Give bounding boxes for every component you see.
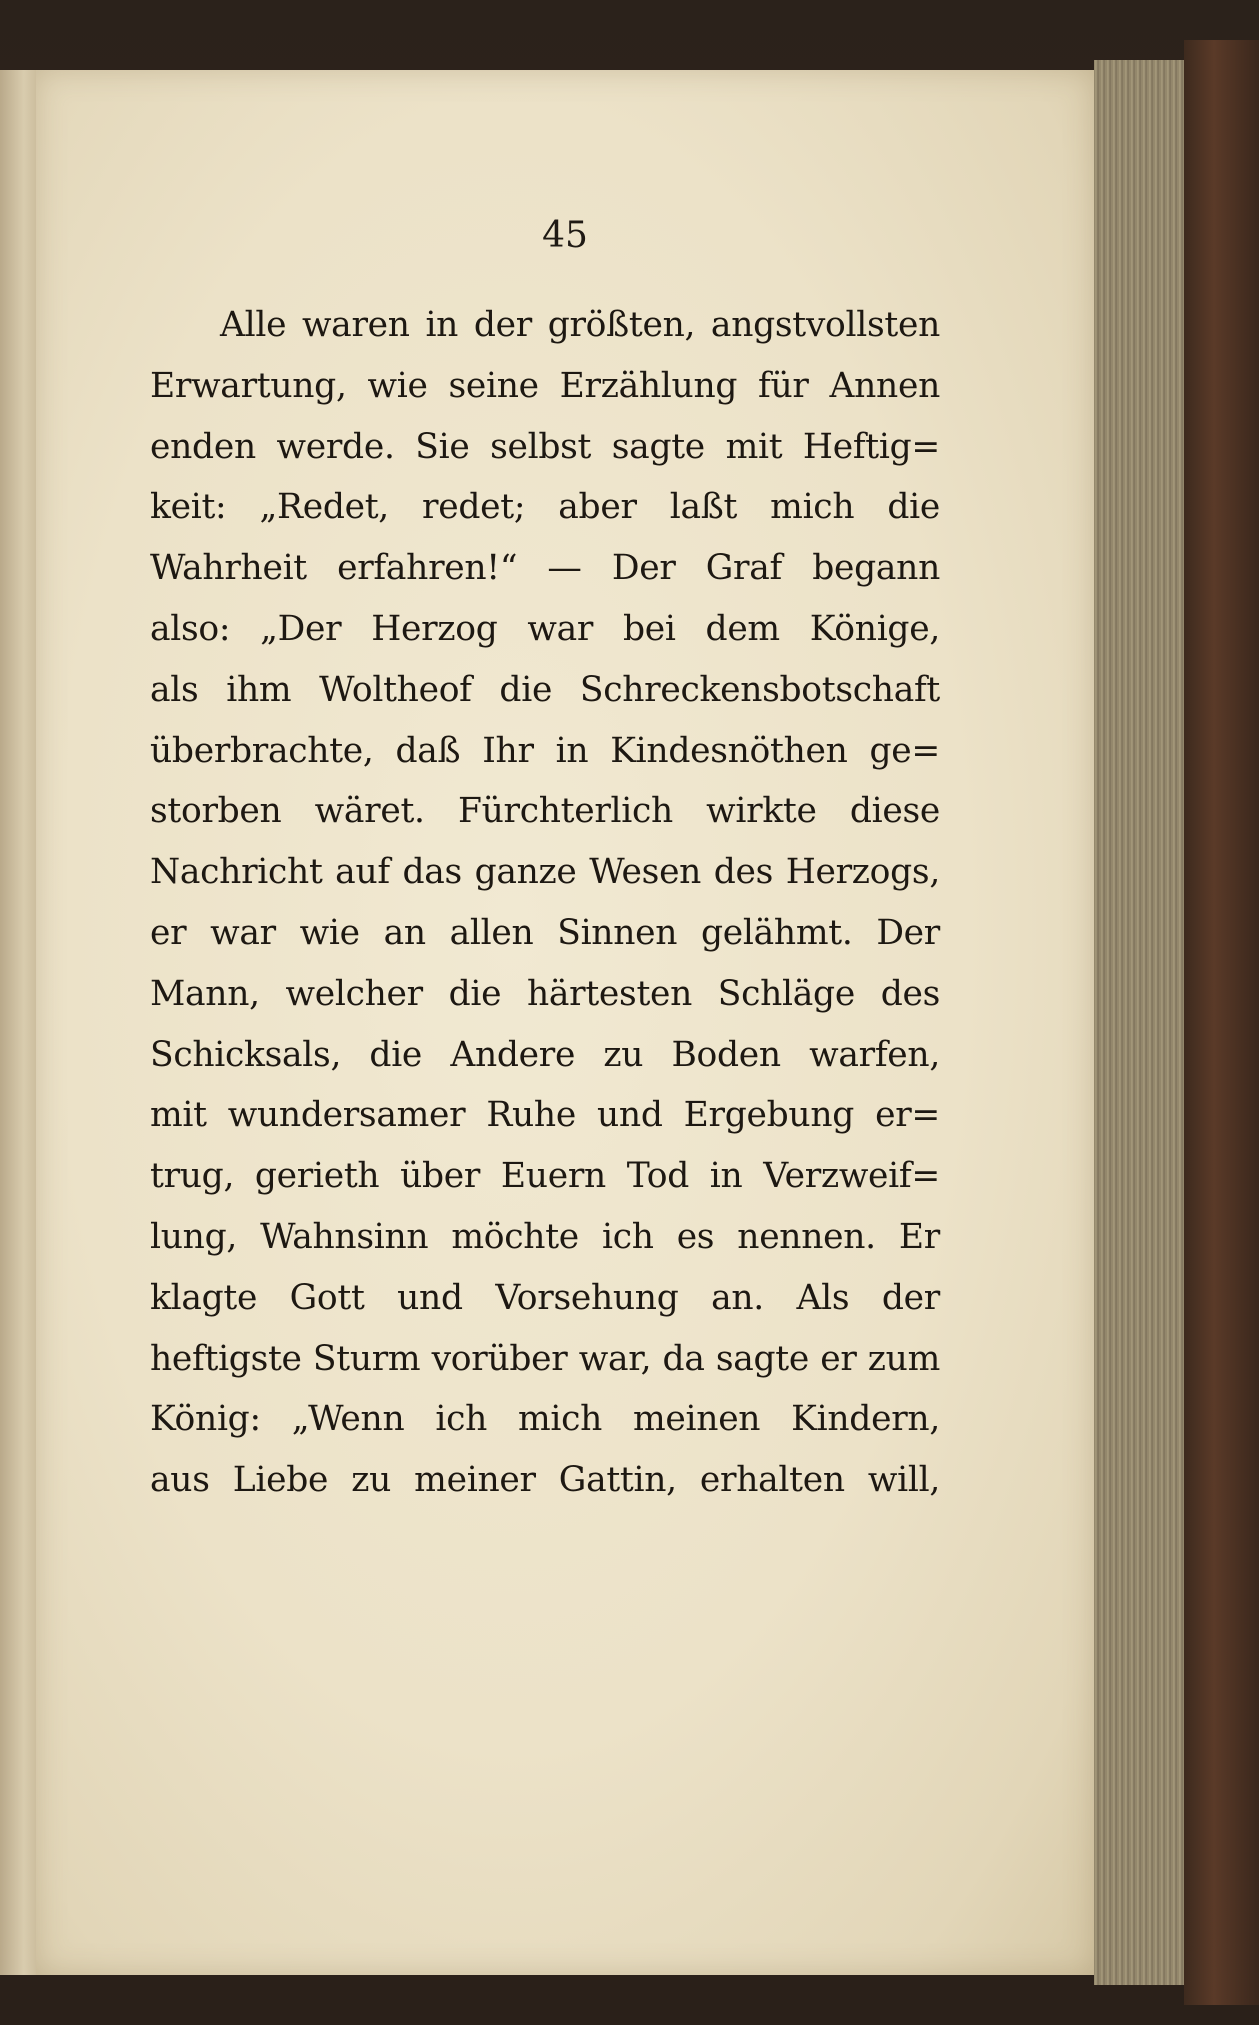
book-cover <box>1184 40 1259 2005</box>
text-line: mit wundersamer Ruhe und Ergebung er= <box>150 1095 940 1136</box>
text-line: Nachricht auf das ganze Wesen des Herzogs, <box>150 852 940 893</box>
page-number: 45 <box>542 215 588 256</box>
text-line: storben wäret. Fürchterlich wirkte diese <box>150 791 940 832</box>
body-text <box>150 295 940 1511</box>
text-line: als ihm Woltheof die Schreckensbotschaft <box>150 669 940 710</box>
text-line: aus Liebe zu meiner Gattin, erhalten will, <box>150 1460 940 1501</box>
text-line: er war wie an allen Sinnen gelähmt. Der <box>150 912 940 953</box>
text-line: lung, Wahnsinn möchte ich es nennen. Er <box>150 1216 940 1257</box>
text-line: Schicksals, die Andere zu Boden warfen, <box>150 1034 940 1075</box>
text-line: Erwartung, wie seine Erzählung für Annen <box>150 365 940 406</box>
text-line: Alle waren in der größten, angstvollsten <box>220 305 940 345</box>
book-page <box>36 70 1094 1975</box>
text-line: enden werde. Sie selbst sagte mit Heftig= <box>150 426 940 467</box>
text-line: keit: „Redet, redet; aber laßt mich die <box>150 487 940 528</box>
text-line: König: „Wenn ich mich meinen Kindern, <box>150 1399 940 1440</box>
text-line: überbrachte, daß Ihr in Kindesnöthen ge= <box>150 730 940 771</box>
text-line: klagte Gott und Vorsehung an. Als der <box>150 1277 940 1318</box>
text-line: Mann, welcher die härtesten Schläge des <box>150 973 940 1014</box>
page-edges <box>1094 60 1184 1985</box>
text-line: heftigste Sturm vorüber war, da sagte er zum <box>150 1338 940 1379</box>
text-line: trug, gerieth über Euern Tod in Verzweif= <box>150 1156 940 1197</box>
text-line: Wahrheit erfahren!“ — Der Graf begann <box>150 548 940 589</box>
text-line: also: „Der Herzog war bei dem Könige, <box>150 608 940 649</box>
facing-page-edge <box>0 70 40 1975</box>
